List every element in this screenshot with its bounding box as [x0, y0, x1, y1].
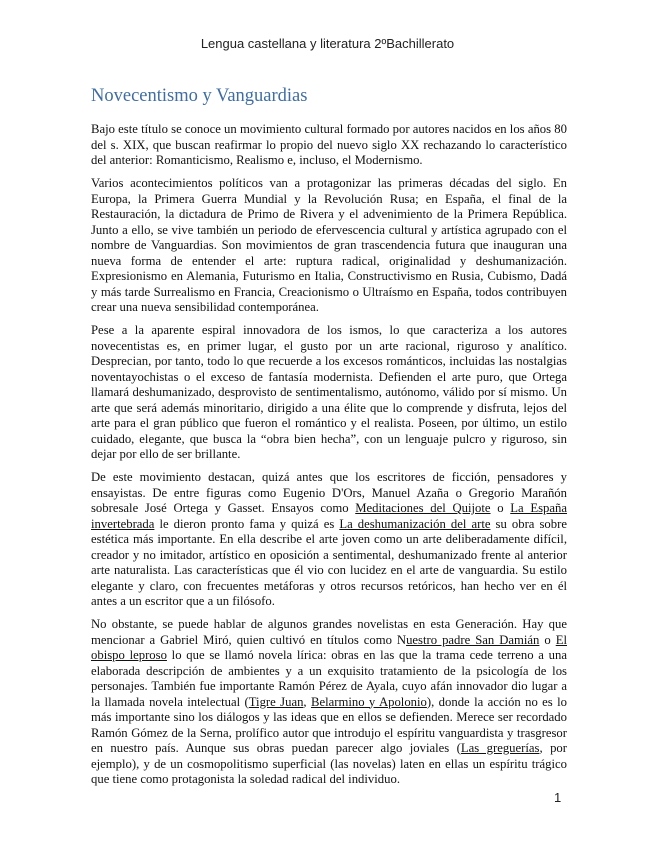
paragraph	[91, 617, 567, 788]
work-title: Belarmino y Apolonio	[310, 694, 427, 709]
text-run: No obstante, se puede hablar de algunos grandes novelistas en esta Generación. Hay que mencionar a Gabriel Miró, quien cultivó en títulos como N	[91, 617, 567, 647]
text-run: su obra sobre estética más importante. En ella describe el arte joven como un arte deliberadamente difícil, creador y no imitador, artístico en oposición a sentimental, deshumanizado frente al anterior arte naturalista. Las características que él vio con lucidez en el arte de vanguardia. Su estilo elegante y claro, con frecuentes metáforas y otros recursos retóricos, han hecho ver en él antes a un escritor que a un filósofo.	[91, 516, 567, 608]
text-run: le dieron pronto fama y quizá es	[154, 516, 340, 531]
work-title: uestro padre San Damián	[406, 632, 540, 647]
page-title: Novecentismo y Vanguardias	[91, 86, 308, 106]
body-text	[91, 122, 567, 795]
text-run: Bajo este título se conoce un movimiento cultural formado por autores nacidos en los años 80 del s. XIX, que buscan reafirmar lo propio del nuevo siglo XX rechazando lo característico del anterior: Romanticismo, Realismo e, incluso, el Modernismo.	[91, 122, 567, 167]
text-run: De este movimiento destacan, quizá antes que los escritores de ficción, pensadores y ensayistas. De entre figuras como Eugenio D'Ors, Manuel Azaña o Gregorio Marañón sobresale José Ortega y Gasset. Ensayos como	[91, 470, 567, 515]
text-run: ), donde la acción no es lo más importante sino los diálogos y las ideas que en ellos se defienden. Merece ser recordado Ramón Gómez de la Serna, prolífico autor que introdujo el espíritu vanguardista y trasgresor en nuestro país. Aunque sus obras puedan parecer algo joviales (	[91, 694, 567, 755]
text-run: ,	[303, 694, 311, 709]
paragraph	[91, 122, 567, 169]
work-title: La deshumanización del arte	[339, 516, 491, 531]
work-title: Las greguerías	[460, 741, 540, 755]
page-number: 1	[554, 790, 562, 805]
text-run: Pese a la aparente espiral innovadora de los ismos, lo que caracteriza a los autores novecentistas es, en primer lugar, el gusto por un arte racional, riguroso y analítico. Desprecian, por tanto, todo lo que recuerde a los excesos románticos, incluidas las nostalgias noventayochistas o el exceso de fantasía modernista. Defienden el arte puro, que Ortega llamará deshumanizado, desprovisto de sentimentalismo, autónomo, válido por sí mismo. Un arte que será además minoritario, dirigido a una élite que lo comprende y disfruta, lejos del arte para el gran público que fueron el romántico y el realista. Poseen, por último, un estilo cuidado, elegante, que busca la “obra bien hecha”, con un lenguaje pulcro y riguroso, sin dejar por ello de ser brillante.	[91, 323, 567, 461]
text-run: o	[490, 501, 511, 515]
paragraph	[91, 470, 567, 610]
work-title: El obispo leproso	[91, 632, 567, 662]
text-run: , por ejemplo), y de un cosmopolitismo superficial (las novelas) laten en ellas un espíritu trágico que tiene como protagonista la soledad radical del individuo.	[91, 741, 567, 786]
text-run: o	[539, 632, 556, 647]
work-title: La España invertebrada	[91, 501, 567, 531]
work-title: Meditaciones del Quijote	[355, 501, 491, 515]
text-run: Varios acontecimientos políticos van a protagonizar las primeras décadas del siglo. En Europa, la Primera Guerra Mundial y la Revolución Rusa; en España, el final de la Restauración, la dictadura de Primo de Rivera y el advenimiento de la Primera República. Junto a ello, se vive también un periodo de efervescencia cultural y artística agrupado con el nombre de Vanguardias. Son movimientos de gran trascendencia futura que inauguran una nueva forma de entender el arte: ruptura radical, originalidad y deshumanización. Expresionismo en Alemania, Futurismo en Italia, Constructivismo en Rusia, Cubismo, Dadá y más tarde Surrealismo en Francia, Creacionismo o Ultraísmo en España, todos contribuyen crear una nueva sensibilidad contemporánea.	[91, 176, 567, 314]
text-run: lo que se llamó novela lírica: obras en las que la trama cede terreno a una elaborada descripción de ambientes y a un exquisito tratamiento de la psicología de los personajes. También fue importante Ramón Pérez de Ayala, cuyo afán innovador dio lugar a la llamada novela intelectual (	[91, 648, 567, 709]
work-title: Tigre Juan	[248, 694, 304, 709]
page-header: Lengua castellana y literatura 2ºBachillerato	[200, 36, 455, 51]
paragraph	[91, 176, 567, 316]
paragraph	[91, 323, 567, 463]
